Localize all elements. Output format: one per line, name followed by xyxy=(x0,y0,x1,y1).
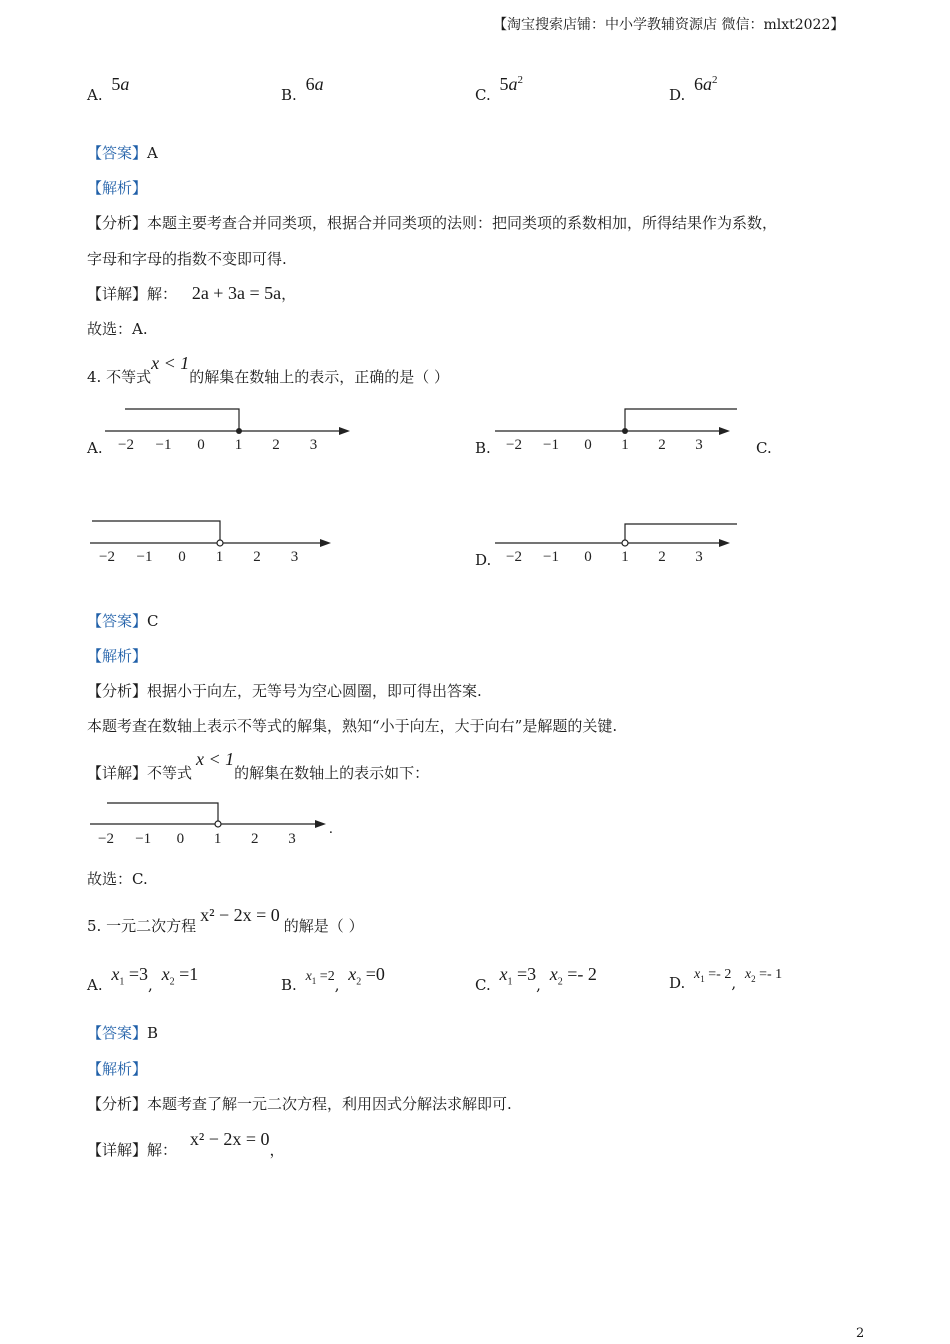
q5-option-c[interactable]: C. $x_1 =3$, $x_2 =- 2$ xyxy=(475,964,597,994)
axis-tick-label: −1 xyxy=(543,549,559,565)
q3-option-c[interactable]: C. $5a^2$ xyxy=(475,74,523,104)
axis-tick-label: 3 xyxy=(290,549,299,565)
axis-tick-label: −2 xyxy=(118,437,134,453)
q4-solution-number-line xyxy=(85,793,345,853)
q3-conclusion: 故选：A. xyxy=(87,320,148,338)
q4-detail: 【详解】不等式x < 1的解集在数轴上的表示如下： xyxy=(87,749,430,782)
axis-tick-label: 1 xyxy=(621,549,629,565)
axis-tick-label: 1 xyxy=(234,437,243,453)
q3-option-d[interactable]: D. $6a^2$ xyxy=(669,74,718,104)
q5-option-a[interactable]: A. $x_1 =3$, $x_2 =1$ xyxy=(87,964,199,994)
axis-tick-label: 1 xyxy=(213,831,222,847)
q3-fenxi-line2: 字母和字母的指数不变即可得. xyxy=(87,250,287,268)
axis-tick-label: −2 xyxy=(99,549,115,565)
axis-tick-label: −1 xyxy=(543,437,559,453)
axis-tick-label: −2 xyxy=(506,437,522,453)
axis-tick-label: 0 xyxy=(178,549,186,565)
q5-stem: 5. 一元二次方程x² − 2x = 0的解是（ ） xyxy=(87,905,364,935)
q4-conclusion: 故选：C. xyxy=(87,870,148,888)
axis-tick-label: 0 xyxy=(584,549,592,565)
q4-number-line-a[interactable] xyxy=(100,400,360,460)
axis-tick-label: 3 xyxy=(695,549,703,565)
q4-note: 本题考查在数轴上表示不等式的解集，熟知“小于向左，大于向右”是解题的关键. xyxy=(87,717,618,735)
axis-tick-label: −1 xyxy=(155,437,172,453)
page-header: 【淘宝搜索店铺：中小学教辅资源店 微信：mlxt2022】 xyxy=(493,17,845,33)
q3-option-a[interactable]: A. 5a xyxy=(87,74,130,104)
q5-option-d[interactable]: D. $x_1 =- 2$, $x_2 =- 1$ xyxy=(669,967,783,992)
axis-tick-label: 0 xyxy=(197,437,205,453)
q4-option-c-label[interactable]: C. xyxy=(756,439,772,457)
q3-analysis-tag: 【解析】 xyxy=(87,179,148,197)
axis-tick-label: 3 xyxy=(695,437,703,453)
axis-tick-label: 1 xyxy=(621,437,629,453)
axis-tick-label: −2 xyxy=(506,549,522,565)
q4-answer: 【答案】C xyxy=(87,612,159,630)
axis-tick-label: 3 xyxy=(288,831,296,847)
q5-option-b[interactable]: B. $x_1 =2$, $x_2 =0$ xyxy=(281,964,385,994)
axis-tick-label: 2 xyxy=(658,549,666,565)
q3-detail: 【详解】解： 2a + 3a = 5a， xyxy=(87,283,297,303)
axis-tick-label: −1 xyxy=(135,831,152,847)
q5-detail: 【详解】解： x² − 2x = 0， xyxy=(87,1129,285,1159)
q4-option-d-label[interactable]: D. xyxy=(475,551,492,569)
q3-answer: 【答案】A xyxy=(87,144,158,162)
page-number: 2 xyxy=(856,1326,865,1341)
q4-analysis-tag: 【解析】 xyxy=(87,647,148,665)
axis-tick-label: 3 xyxy=(309,437,318,453)
axis-tick-label: 0 xyxy=(176,831,185,847)
q5-detail-equation: x² − 2x = 0 xyxy=(189,1129,270,1149)
q4-option-b-label[interactable]: B. xyxy=(475,439,491,457)
axis-tick-label: 2 xyxy=(253,549,261,565)
q5-fenxi: 【分析】本题考查了解一元二次方程，利用因式分解法求解即可. xyxy=(87,1095,512,1113)
q5-answer: 【答案】B xyxy=(87,1024,159,1042)
q4-option-a-label[interactable]: A. xyxy=(87,439,103,457)
q4-number-line-d[interactable] xyxy=(490,512,750,572)
q4-number-line-b[interactable] xyxy=(490,400,750,460)
axis-tick-label: 2 xyxy=(251,831,259,847)
q4-number-line-c[interactable] xyxy=(85,512,345,572)
axis-tick-label: 0 xyxy=(584,437,592,453)
q3-detail-equation: 2a + 3a = 5a xyxy=(191,283,282,303)
axis-tick-label: −1 xyxy=(136,549,153,565)
q4-stem: 4. 不等式x < 1的解集在数轴上的表示，正确的是（ ） xyxy=(87,353,450,386)
q3-option-b[interactable]: B. 6a xyxy=(281,74,324,104)
q5-analysis-tag: 【解析】 xyxy=(87,1060,148,1078)
q3-fenxi: 【分析】本题主要考查合并同类项，根据合并同类项的法则：把同类项的系数相加，所得结果作为系数， xyxy=(87,214,778,232)
axis-tick-label: 2 xyxy=(272,437,280,453)
axis-tick-label: −2 xyxy=(98,831,114,847)
axis-tick-label: 2 xyxy=(658,437,666,453)
axis-tick-label: 1 xyxy=(215,549,224,565)
q4-fenxi: 【分析】根据小于向左，无等号为空心圆圈，即可得出答案. xyxy=(87,682,482,700)
period-mark: . xyxy=(329,821,333,837)
